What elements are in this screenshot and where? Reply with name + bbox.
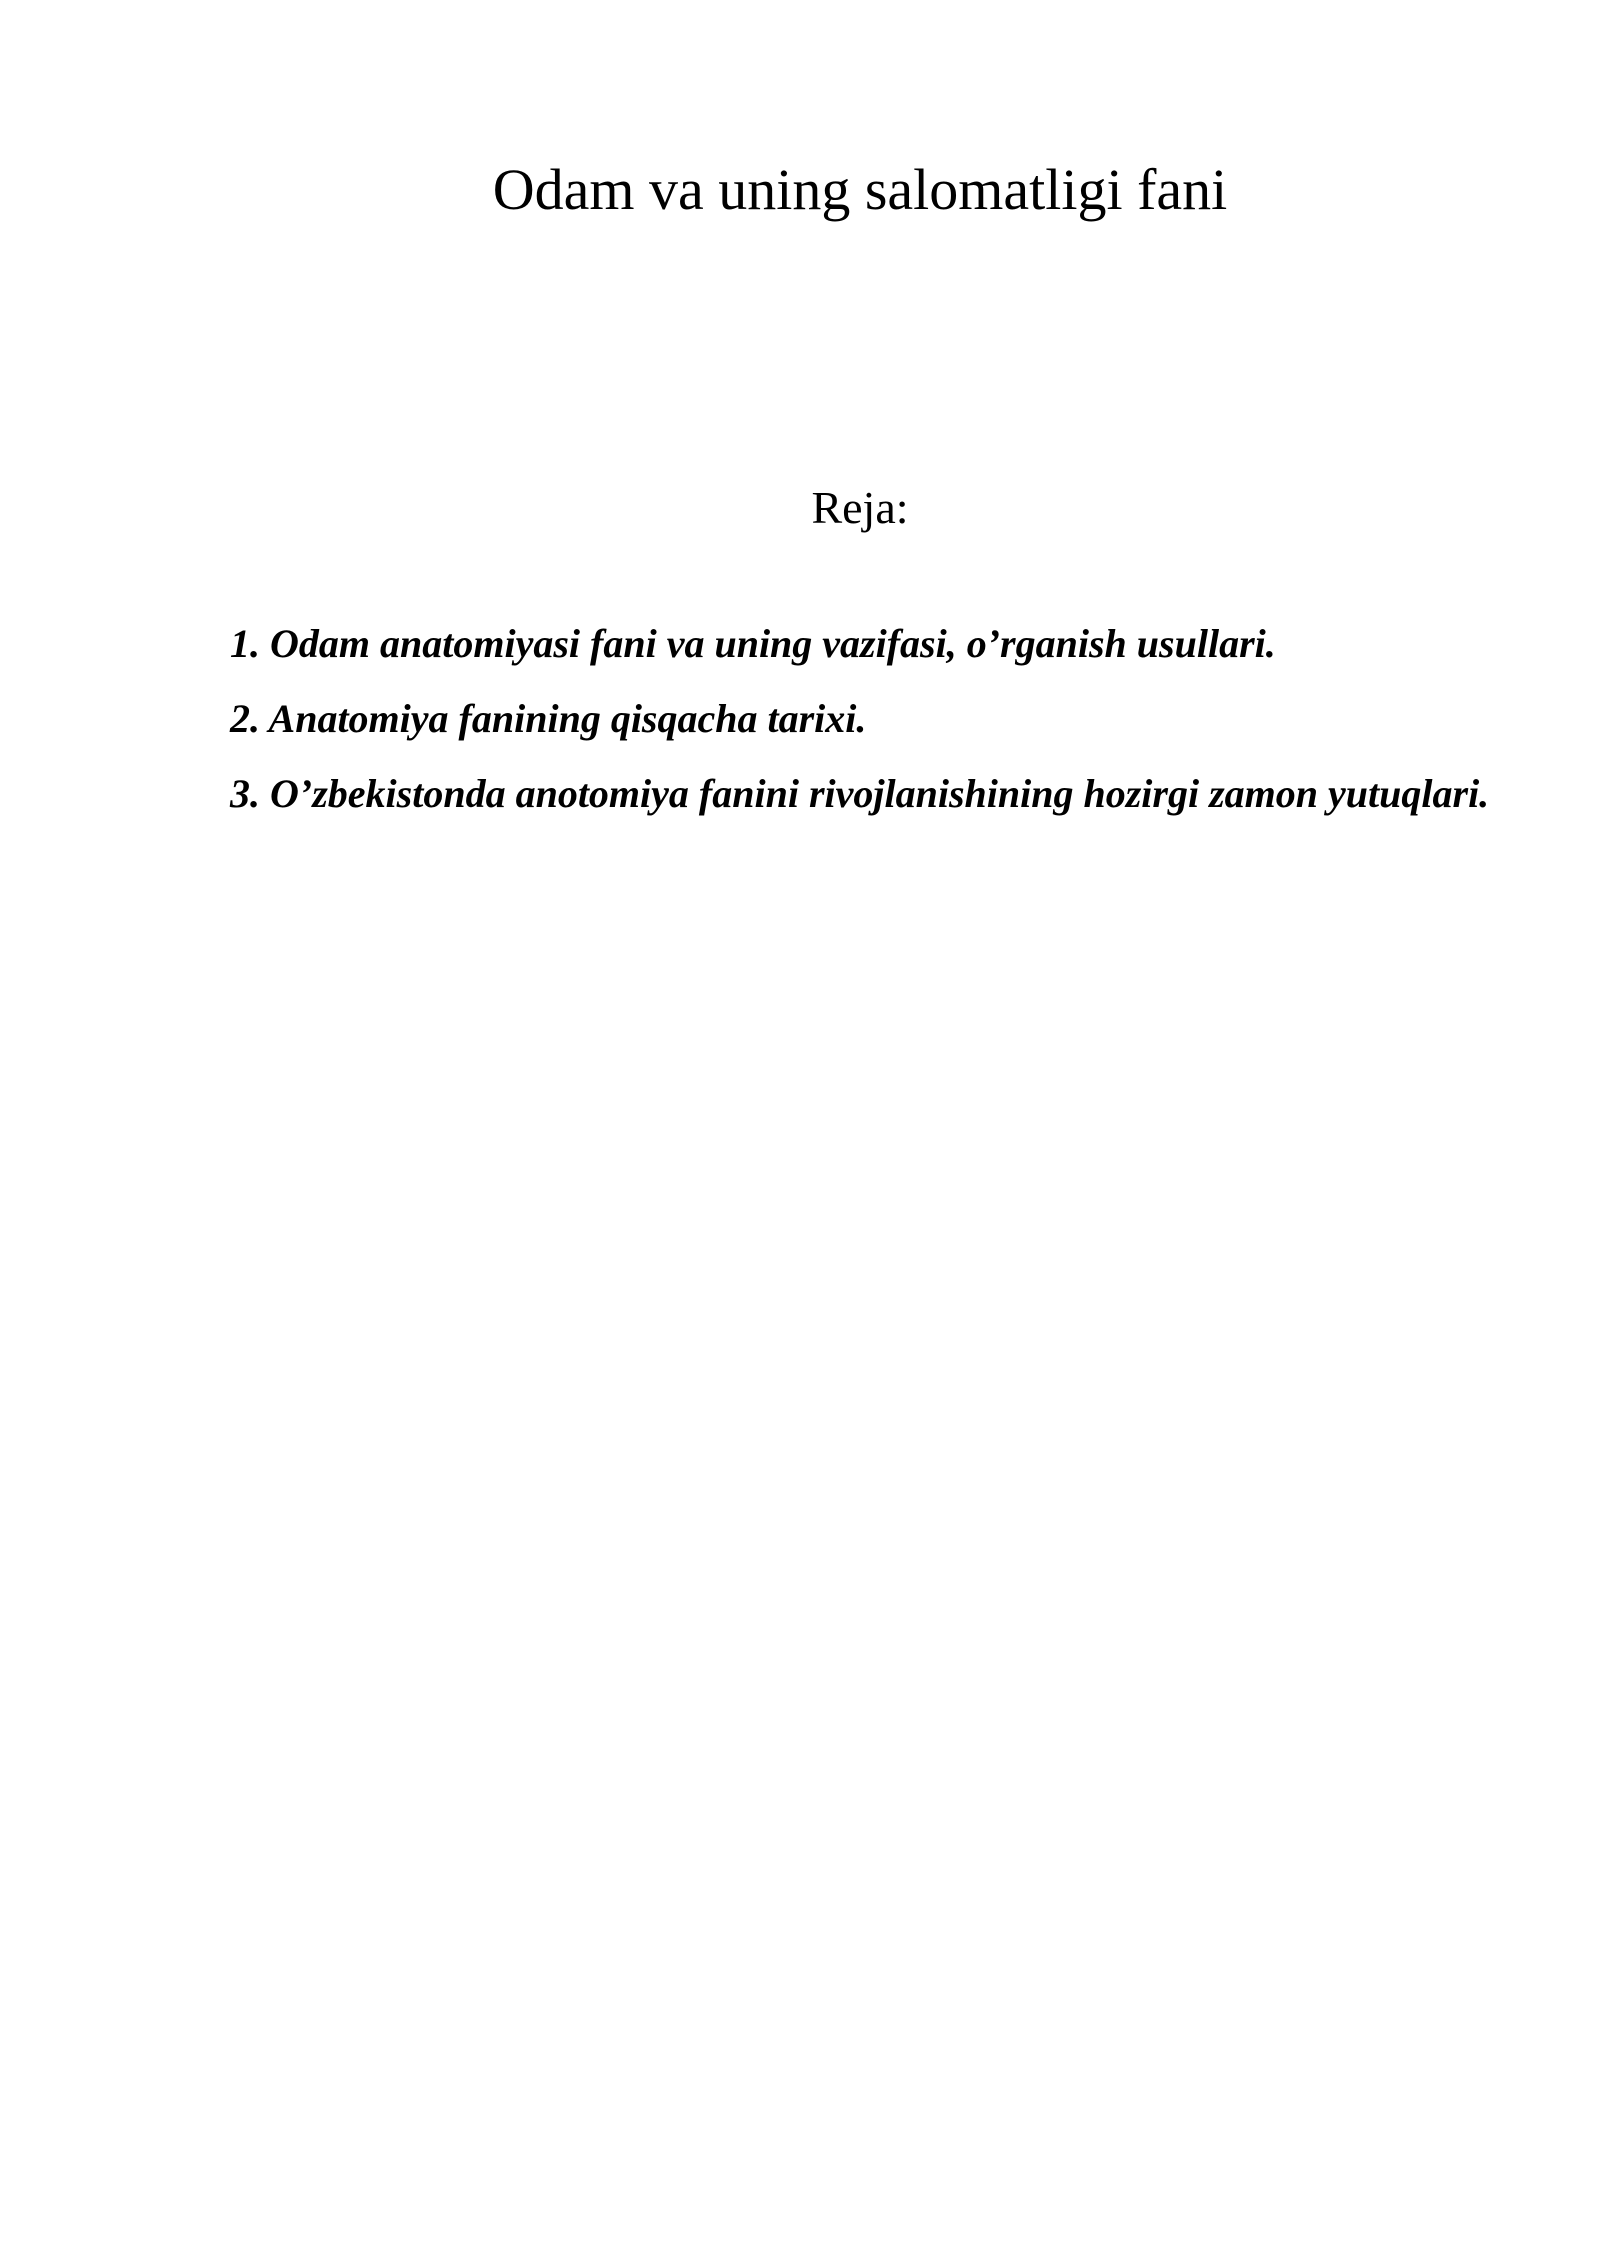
plan-item-text: O’zbekistonda anotomiya fanini rivojlanishining hozirgi zamon yutuqlari. <box>270 771 1490 816</box>
plan-item-number: 3. <box>230 771 260 816</box>
plan-item-number: 2. <box>230 696 260 741</box>
plan-item-number: 1. <box>230 621 260 666</box>
plan-item <box>230 681 1492 756</box>
plan-list <box>230 606 1492 831</box>
plan-item <box>230 606 1492 681</box>
plan-item-text: Anatomiya fanining qisqacha tarixi. <box>268 696 867 741</box>
plan-heading: Reja: <box>811 482 909 533</box>
document-title: Odam va uning salomatligi fani <box>492 157 1228 222</box>
plan-item-text: Odam anatomiyasi fani va uning vazifasi, o’rganish usullari. <box>270 621 1276 666</box>
plan-item <box>230 756 1492 831</box>
